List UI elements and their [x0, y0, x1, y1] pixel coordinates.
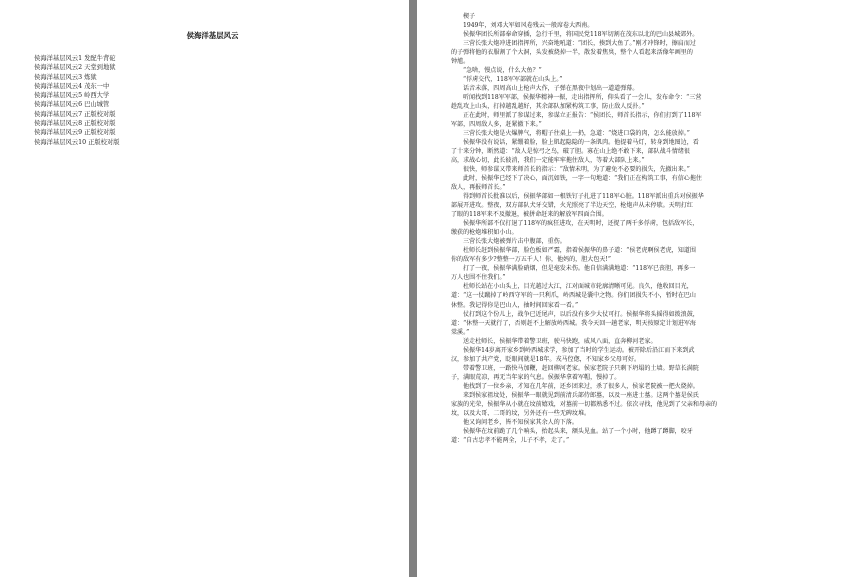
- text-line: 此时，侯振华已经下了决心，面沉如铁，一字一句地道：“我们正在构筑工事，有信心拖住: [463, 175, 702, 183]
- text-line: 1949年，刘邓大军如风卷残云一般席卷大西南。: [463, 22, 594, 30]
- text-line: 听闻找到118军军部，侯振华精神一振，走出指挥所，仰头看了一会儿，发布命令：“三营: [463, 94, 702, 102]
- text-line: 趁乱攻上山头，打掉越乱越好，其余部队加紧构筑工事，防止敌人反扑。”: [451, 103, 645, 111]
- text-line: 你的敌军有多少?整整一万五千人！你，他妈的，胆大包天!”: [451, 256, 611, 264]
- toc-entry[interactable]: 侯海洋基层风云6 巴山城管: [34, 101, 110, 109]
- text-line: “急啥，慢点说，什么大鱼？”: [463, 67, 542, 75]
- toc-entry[interactable]: 侯海洋基层风云10 正版校对版: [34, 138, 120, 146]
- toc-entry[interactable]: 侯海洋基层风云8 正版校对版: [34, 120, 116, 128]
- text-line: 他又询问老乡，皆不知侯家其余人的下落。: [463, 418, 578, 426]
- right-page: [417, 0, 845, 577]
- text-line: 部展开进攻。整夜，双方部队犬牙交错，火光照亮了半边天空，枪炮声从未停歇。天明打红: [451, 202, 693, 210]
- toc-entry[interactable]: 侯海洋基层风云3 炼狱: [34, 73, 97, 81]
- text-line: 休整。我记得你是巴山人，抽时间回家看一看。”: [451, 301, 579, 309]
- text-line: 高，求战心切，此长彼消，我们一定能牢牢拖住敌人，等着大部队上来。”: [451, 157, 645, 165]
- text-line: 话音未落，四周高山上枪声大作，子弹在黑夜中划出一道道弹幕。: [463, 85, 639, 93]
- text-line: 的子弹将他的衣服割了个大洞，头发被烧掉一半，散发着焦臭，整个人看起来活像年画里的: [451, 49, 693, 57]
- text-line: 军部，四周敌人多，赶紧撤下来。”: [451, 121, 542, 129]
- text-line: 缴获的枪炮堆积如小山。: [451, 229, 518, 237]
- text-line: 侯振华没有说话，紧绷着脸，脸上肌起隐隐的一条肌肉。他提着马灯，转身到地图边，看: [463, 139, 699, 147]
- toc-entry[interactable]: 侯海洋基层风云5 岭西大学: [34, 92, 110, 100]
- text-line: 家族的光荣，侯振华从小就在坟前嬉戏，对墓前一切都熟悉不过。依次寻找，他见到了父亲和母亲的: [451, 400, 718, 408]
- text-line: 得到师首长批准以后，侯振华部如一根铁钉子扎进了118军心脏。118军派出重兵对侯振华: [463, 193, 704, 201]
- text-line: 带着警卫班，一路快马加鞭，赶回柳河老家。侯家老院子只剩下坍塌的土墙。野草长满院: [463, 364, 699, 372]
- text-line: 三营长张大炮是火爆脾气，将帽子往桌上一扔，急道：“烧进口袋的肉，怎么能放掉。”: [463, 130, 690, 138]
- toc-entry[interactable]: 侯海洋基层风云1 发配牛背砣: [34, 55, 116, 62]
- text-line: 很快，师参谋又带来师首长的指示：“敌情未明，为了避免不必要的损失，先撤出来。”: [463, 166, 690, 174]
- text-line: 楔子: [463, 13, 476, 20]
- text-line: 来到侯家祖坟处，侯振华一眼就见到前清兵部侍郎墓，以及一座进士墓。这两个墓是侯氏: [463, 391, 699, 399]
- toc-entry[interactable]: 侯海洋基层风云4 茂东一中: [34, 82, 110, 90]
- text-line: 侯振华所部不仅打退了118军的疯狂进攻，在天明时，还捉了两千多俘虏，包括敌军长，: [463, 220, 699, 228]
- chapter-text: [451, 12, 815, 445]
- text-line: 送走杜师长，侯振华带着警卫班，驶马快跑，威风八面，直奔柳河老家。: [463, 337, 657, 345]
- text-line: 汉，参加了共产党，眨眼间就是18年。戎马倥偬，不知家乡父母可好。: [451, 355, 641, 363]
- text-line: 侯振华团长所部奉命穿插，急行千里，将国民党118军切割在茂东以北的巴山县城郊外。: [463, 31, 699, 39]
- text-line: 坟，以及大哥、二哥的坟，另外还有一些无碑坟堆。: [451, 409, 591, 417]
- toc-entry[interactable]: 侯海洋基层风云2 天堂到地狱: [34, 64, 116, 72]
- table-of-contents: [34, 54, 391, 147]
- text-line: 了眼的118军来不及撤退，被拼命赶来的解放军四面合围。: [451, 211, 608, 219]
- text-line: 钟馗。: [451, 58, 470, 66]
- text-line: 子，满眼荒凉，再无当年家的气息。侯振华拿着军帽，慢掉了。: [451, 373, 621, 381]
- left-page: [0, 0, 409, 577]
- text-line: 道：“这一仗蹴掉了岭西守军的一只利爪，岭西城是囊中之物。你们团损失不小，暂时在巴山: [451, 292, 696, 300]
- text-line: 正在此时，师里派了参谋过来，参谋立正报告：“侯团长，师首长指示，你们打到了118军: [463, 112, 702, 120]
- toc-entry[interactable]: 侯海洋基层风云9 正版校对版: [34, 129, 116, 137]
- toc-entry[interactable]: 侯海洋基层风云7 正版校对版: [34, 110, 116, 118]
- text-line: 杜师长赶到侯振华部，脸色板如严霜，指着侯振华的鼻子道：“侯老虎啊侯老虎，知道围: [463, 247, 696, 255]
- text-line: 他找到了一位乡亲，才知在几年前，还乡团来过，杀了很多人，侯家老院被一把火烧掉。: [463, 382, 699, 390]
- text-line: 杜师长站在小山头上，目光越过大江，江对面城市轮廓清晰可见。良久，他收回目光，: [463, 283, 693, 291]
- text-line: 打了一夜，侯振华满脸硝烟，但是毫发未伤。他自信满满地道：“118军已丧胆，再多一: [463, 265, 696, 273]
- text-line: 道：“休整一天就行了，否则赶不上解放岭西城。我今天回一趟老家，明天按原定计划进军海: [451, 319, 696, 327]
- text-line: 三营长张大炮被弹片击中腹部，重伤。: [463, 238, 566, 246]
- book-title: 侯海洋基层风云: [186, 31, 239, 40]
- text-line: 道：“自古忠孝不能两全，儿子不孝，走了。”: [451, 436, 570, 444]
- text-line: 侯振华在坟前跪了几个响头，抬起头来，额头见血。站了一个小时，他蹲了蹲脚，咬牙: [463, 427, 693, 435]
- text-line: 了十来分钟，断然道：“敌人是惊弓之鸟，破了胆。寡在山上绝不敢下来，部队战斗情绪很: [451, 148, 690, 156]
- text-line: 棠溪。”: [451, 328, 470, 336]
- text-line: 敌人，再报师首长。”: [451, 184, 506, 192]
- text-line: 三营长张大炮冲进团指挥所，兴奋地吼道：“团长，揍到大鱼了。”刚才冲锋时，擦肩而过: [463, 40, 696, 48]
- text-line: 仗打到这个份儿上，战争已近尾声，以后没有多少大仗可打。侯振华将头摇得如拨浪鼓，: [463, 310, 699, 318]
- text-line: 侯振华14岁离开家乡到岭西城求学，参加了当时的学生运动。被开除后沿江而下来到武: [463, 346, 695, 354]
- text-line: “俘虏交代，118军军部就在山头上。”: [463, 76, 563, 84]
- text-line: 万人也围不住我们。”: [451, 274, 506, 282]
